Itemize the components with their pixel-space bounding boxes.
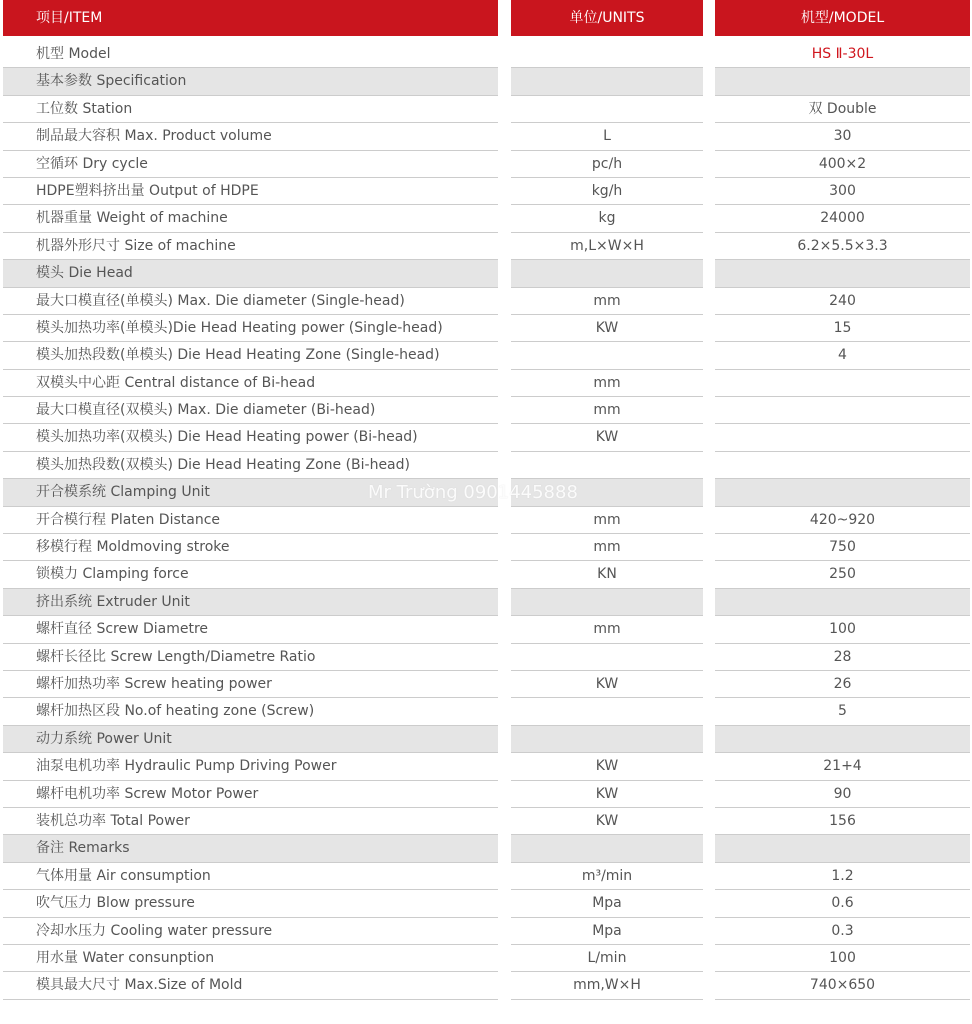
unit-cell xyxy=(511,726,703,753)
table-row xyxy=(0,945,972,972)
value-cell: 26 xyxy=(715,671,970,698)
value-cell xyxy=(715,479,970,506)
unit-cell xyxy=(511,342,703,369)
section-row xyxy=(0,726,972,753)
unit-cell: KW xyxy=(511,315,703,342)
item-cell: 开合模行程 Platen Distance xyxy=(3,507,498,534)
table-row xyxy=(0,918,972,945)
table-header xyxy=(0,0,972,36)
value-cell: HS Ⅱ-30L xyxy=(715,41,970,68)
table-row xyxy=(0,233,972,260)
value-cell: 15 xyxy=(715,315,970,342)
value-cell: 420~920 xyxy=(715,507,970,534)
table-row xyxy=(0,671,972,698)
value-cell: 4 xyxy=(715,342,970,369)
table-row xyxy=(0,96,972,123)
item-cell: 用水量 Water consunption xyxy=(3,945,498,972)
value-cell: 21+4 xyxy=(715,753,970,780)
value-cell: 400×2 xyxy=(715,151,970,178)
unit-cell: mm xyxy=(511,370,703,397)
item-cell: 气体用量 Air consumption xyxy=(3,863,498,890)
section-row xyxy=(0,589,972,616)
item-cell: 双模头中心距 Central distance of Bi-head xyxy=(3,370,498,397)
unit-cell: mm xyxy=(511,616,703,643)
section-row xyxy=(0,835,972,862)
table-row xyxy=(0,397,972,424)
unit-cell: m³/min xyxy=(511,863,703,890)
section-row xyxy=(0,68,972,95)
item-cell: HDPE塑料挤出量 Output of HDPE xyxy=(3,178,498,205)
section-row xyxy=(0,260,972,287)
item-cell: 螺杆直径 Screw Diametre xyxy=(3,616,498,643)
item-cell: 最大口模直径(单模头) Max. Die diameter (Single-head) xyxy=(3,288,498,315)
unit-cell: KW xyxy=(511,808,703,835)
table-row xyxy=(0,781,972,808)
table-row xyxy=(0,753,972,780)
unit-cell: KW xyxy=(511,753,703,780)
unit-cell: Mpa xyxy=(511,890,703,917)
table-row xyxy=(0,507,972,534)
table-row xyxy=(0,151,972,178)
item-cell: 开合模系统 Clamping Unit xyxy=(3,479,498,506)
value-cell: 28 xyxy=(715,644,970,671)
value-cell xyxy=(715,397,970,424)
value-cell xyxy=(715,260,970,287)
spec-table xyxy=(0,41,972,1000)
value-cell xyxy=(715,68,970,95)
unit-cell xyxy=(511,835,703,862)
value-cell: 6.2×5.5×3.3 xyxy=(715,233,970,260)
value-cell: 100 xyxy=(715,616,970,643)
unit-cell xyxy=(511,68,703,95)
unit-cell: KW xyxy=(511,781,703,808)
section-row xyxy=(0,479,972,506)
table-row xyxy=(0,972,972,999)
value-cell: 5 xyxy=(715,698,970,725)
item-cell: 机器重量 Weight of machine xyxy=(3,205,498,232)
item-cell: 螺杆加热区段 No.of heating zone (Screw) xyxy=(3,698,498,725)
table-row xyxy=(0,616,972,643)
value-cell: 双 Double xyxy=(715,96,970,123)
item-cell: 螺杆电机功率 Screw Motor Power xyxy=(3,781,498,808)
table-row xyxy=(0,808,972,835)
value-cell xyxy=(715,370,970,397)
table-row xyxy=(0,370,972,397)
table-row xyxy=(0,452,972,479)
unit-cell: Mpa xyxy=(511,918,703,945)
unit-cell: m,L×W×H xyxy=(511,233,703,260)
value-cell: 250 xyxy=(715,561,970,588)
unit-cell xyxy=(511,452,703,479)
item-cell: 空循环 Dry cycle xyxy=(3,151,498,178)
item-cell: 螺杆加热功率 Screw heating power xyxy=(3,671,498,698)
table-row xyxy=(0,561,972,588)
header-model: 机型/MODEL xyxy=(715,0,970,36)
value-cell: 156 xyxy=(715,808,970,835)
value-cell: 0.6 xyxy=(715,890,970,917)
value-cell xyxy=(715,452,970,479)
unit-cell xyxy=(511,260,703,287)
value-cell xyxy=(715,835,970,862)
item-cell: 模头加热功率(双模头) Die Head Heating power (Bi-head) xyxy=(3,424,498,451)
table-row xyxy=(0,698,972,725)
table-row xyxy=(0,644,972,671)
item-cell: 移模行程 Moldmoving stroke xyxy=(3,534,498,561)
item-cell: 锁模力 Clamping force xyxy=(3,561,498,588)
table-row xyxy=(0,424,972,451)
item-cell: 备注 Remarks xyxy=(3,835,498,862)
unit-cell: mm,W×H xyxy=(511,972,703,999)
item-cell: 螺杆长径比 Screw Length/Diametre Ratio xyxy=(3,644,498,671)
unit-cell: L xyxy=(511,123,703,150)
item-cell: 冷却水压力 Cooling water pressure xyxy=(3,918,498,945)
table-row xyxy=(0,534,972,561)
table-row xyxy=(0,890,972,917)
unit-cell xyxy=(511,589,703,616)
table-row xyxy=(0,863,972,890)
item-cell: 机器外形尺寸 Size of machine xyxy=(3,233,498,260)
item-cell: 模头加热功率(单模头)Die Head Heating power (Single-head) xyxy=(3,315,498,342)
value-cell xyxy=(715,589,970,616)
item-cell: 模具最大尺寸 Max.Size of Mold xyxy=(3,972,498,999)
unit-cell: kg/h xyxy=(511,178,703,205)
value-cell: 24000 xyxy=(715,205,970,232)
table-row xyxy=(0,205,972,232)
unit-cell xyxy=(511,96,703,123)
value-cell: 750 xyxy=(715,534,970,561)
item-cell: 模头加热段数(双模头) Die Head Heating Zone (Bi-head) xyxy=(3,452,498,479)
table-row xyxy=(0,315,972,342)
value-cell xyxy=(715,424,970,451)
item-cell: 油泵电机功率 Hydraulic Pump Driving Power xyxy=(3,753,498,780)
header-units: 单位/UNITS xyxy=(511,0,703,36)
value-cell: 740×650 xyxy=(715,972,970,999)
unit-cell: KW xyxy=(511,671,703,698)
table-row xyxy=(0,41,972,68)
table-row xyxy=(0,178,972,205)
unit-cell: mm xyxy=(511,507,703,534)
table-row xyxy=(0,123,972,150)
item-cell: 工位数 Station xyxy=(3,96,498,123)
item-cell: 最大口模直径(双模头) Max. Die diameter (Bi-head) xyxy=(3,397,498,424)
unit-cell: mm xyxy=(511,397,703,424)
item-cell: 基本参数 Specification xyxy=(3,68,498,95)
item-cell: 挤出系统 Extruder Unit xyxy=(3,589,498,616)
unit-cell xyxy=(511,644,703,671)
value-cell: 100 xyxy=(715,945,970,972)
item-cell: 模头 Die Head xyxy=(3,260,498,287)
unit-cell: kg xyxy=(511,205,703,232)
value-cell: 1.2 xyxy=(715,863,970,890)
value-cell: 90 xyxy=(715,781,970,808)
item-cell: 动力系统 Power Unit xyxy=(3,726,498,753)
unit-cell: mm xyxy=(511,534,703,561)
value-cell xyxy=(715,726,970,753)
unit-cell xyxy=(511,479,703,506)
unit-cell: KW xyxy=(511,424,703,451)
table-row xyxy=(0,288,972,315)
unit-cell: KN xyxy=(511,561,703,588)
item-cell: 吹气压力 Blow pressure xyxy=(3,890,498,917)
unit-cell: mm xyxy=(511,288,703,315)
value-cell: 30 xyxy=(715,123,970,150)
item-cell: 制品最大容积 Max. Product volume xyxy=(3,123,498,150)
watermark: Mr Trường 0901445888 xyxy=(368,482,578,503)
header-item: 项目/ITEM xyxy=(3,0,498,36)
value-cell: 240 xyxy=(715,288,970,315)
item-cell: 模头加热段数(单模头) Die Head Heating Zone (Single-head) xyxy=(3,342,498,369)
unit-cell xyxy=(511,698,703,725)
unit-cell: pc/h xyxy=(511,151,703,178)
item-cell: 机型 Model xyxy=(3,41,498,68)
unit-cell xyxy=(511,41,703,68)
item-cell: 装机总功率 Total Power xyxy=(3,808,498,835)
table-row xyxy=(0,342,972,369)
value-cell: 300 xyxy=(715,178,970,205)
unit-cell: L/min xyxy=(511,945,703,972)
value-cell: 0.3 xyxy=(715,918,970,945)
